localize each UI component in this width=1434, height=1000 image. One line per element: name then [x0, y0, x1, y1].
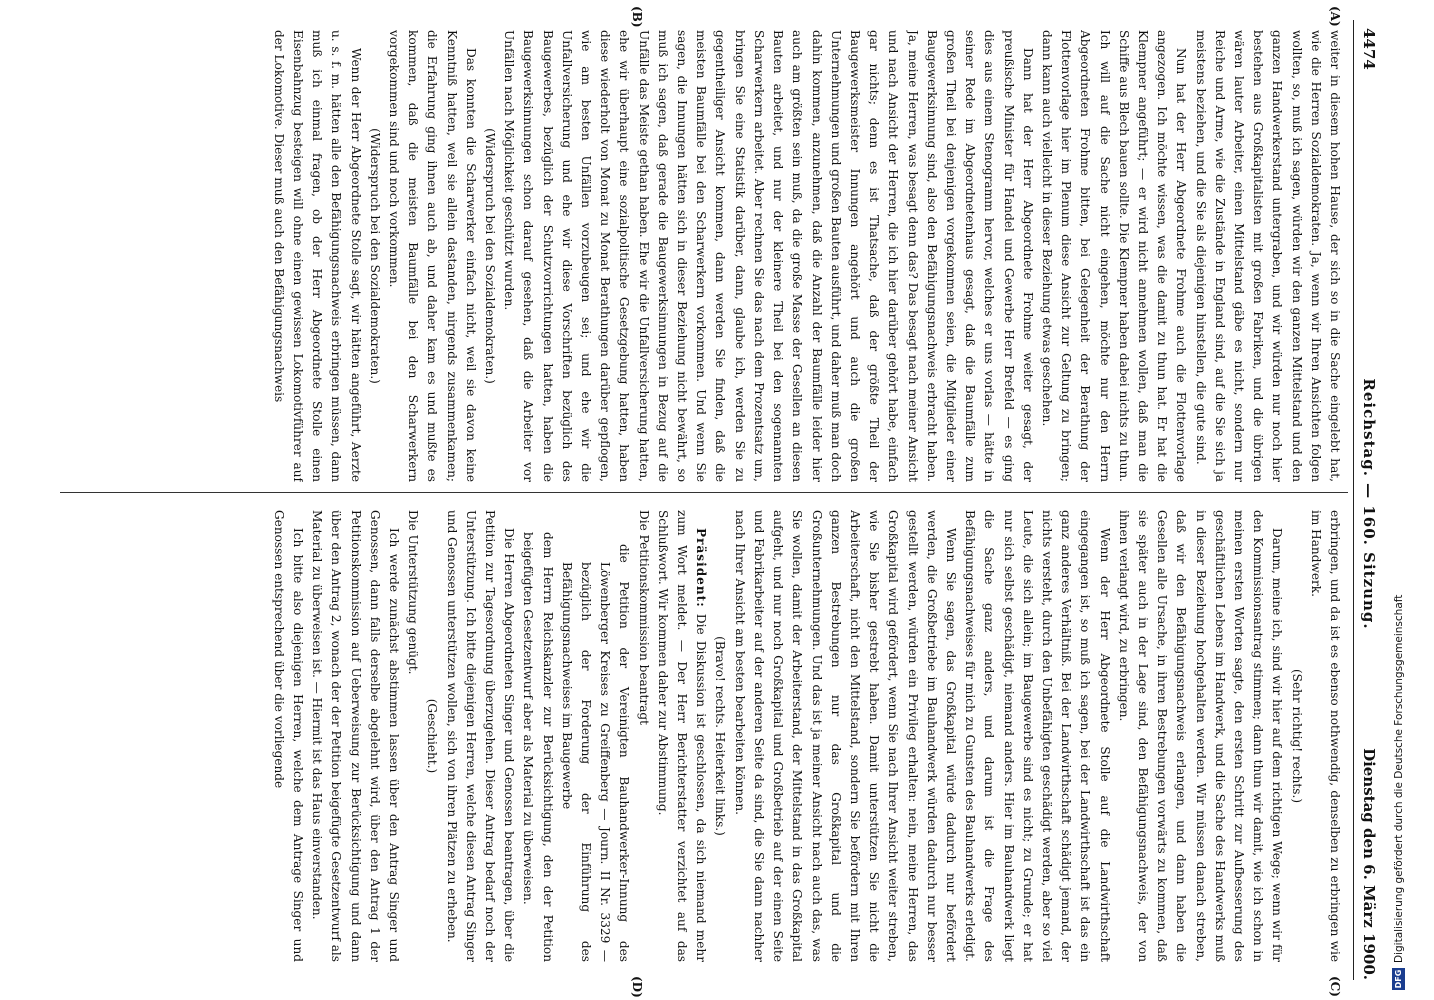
- left-column: [54, 30, 1344, 482]
- margin-marker-d: (D): [630, 976, 644, 998]
- paragraph: Die Unterstützung genügt.: [406, 510, 421, 675]
- session-title: Reichstag. — 160. Sitzung.: [1360, 378, 1378, 630]
- paragraph: dem Herrn Reichskanzler zur Berücksichtigung, den der Petition beigefügten Gesetzentwurf aber als Material zu überweisen.: [521, 532, 555, 962]
- digitization-footer: [1392, 595, 1405, 990]
- paragraph: (Bravo! rechts. Heiterkeit links.): [713, 636, 728, 836]
- paragraph: Dann hat der Herr Abgeordnete Frohme weiter gesagt, der preußische Minister für Handel und Gewerbe Herr Brefeld — es ging dies aus einem Stenogramm hervor, welches er uns vorlas — hätte in seiner Rede im Abgeordnetenhaus gesagt, daß die Baumfälle zum großen Theil bei denjenigen vorgekommen seien, die Mitglieder einer Baugewerksinnung sind, also den Befähigungsnachweis erbracht haben. Ja, meine Herren, was besagt denn das? Das besagt nach meiner Ansicht und nach Ansicht der Herren, die ich hier darüber gehört habe, einfach gar nichts; denn es ist Thatsache, daß der größte Theil der Baugewerksmeister Innungen angehört und auch die großen Unternehmungen und großen Bauten ausführt, und daher muß man doch dahin kommen, anzunehmen, daß die Anzahl der Baumfälle leider hier auch am größten sein muß, da die große Masse der Gesellen an diesen Bauten arbeitet, und nur der kleinere Theil bei den sogenannten Scharwerkern arbeitet. Aber rechnen Sie das nach dem Prozentsatz um, bringen Sie eine Statistik darüber, dann, glaube ich, werden Sie zu gegentheiliger Ansicht kommen, dann werden Sie finden, daß die meisten Baumfälle bei den Scharwerkern vorkommen. Und wenn Sie sagen, die Innungen hätten sich in dieser Beziehung nicht bewährt, so muß ich sagen, daß gerade die Baugewerksinnungen in Bezug auf die Unfälle das Meiste gethan haben. Ehe wir die Unfallversicherung hatten, ehe wir überhaupt eine sozialpolitische Gesetzgebung hatten, haben diese wiederholt von Monat zu Monat Berathungen darüber gepflogen, wie am besten Unfällen vorzubeugen sei; und ehe wir die Unfallversicherung und ehe wir diese Vorschriften bezüglich des Baugewerbes, bezüglich der Schutzvorrichtungen hatten, haben die Baugewerksinnungen schon darauf gesehen, daß die Arbeiter vor Unfällen nach Möglichkeit geschützt wurden.: [502, 30, 1035, 482]
- paragraph: Wenn der Herr Abgeordnete Stolle auf die Landwirthschaft eingegangen ist, so muß ich sagen, bei der Landwirthschaft ist das ein ganz anderes Verhältniß. Bei der Landwirthschaft schädigt jemand, der nichts versteht, durch den Unbefähigten geschädigt werden, aber so viel Leute, die sich allein; im Baugewerbe sind es nicht; zu Grunde; er hat nur sich selbst geschädigt, niemand anders. Hier im Bauhandwerk liegt die Sache ganz anders, und darum ist die Frage des Befähigungsnachweises für mich zu Gunsten des Bauhandwerks erledigt.: [963, 510, 1112, 962]
- paragraph: die Petition der Vereinigten Bauhandwerker-Innung des Löwenberger Kreises zu Greiffenberg — Journ. II Nr. 3329 — bezüglich der Forderung der Einführung des Befähigungsnachweises im Baugewerbe: [559, 544, 632, 962]
- margin-marker-a: (A): [1328, 6, 1342, 27]
- paragraph: (Geschieht.): [425, 698, 440, 774]
- digitization-note: Digitalisierung gefördert durch die Deutsche Forschungsgemeinschaft: [1392, 594, 1405, 963]
- paragraph: Die Herren Abgeordneten Singer und Genossen beantragen, über die Petition zur Tagesordnung überzugehen. Dieser Antrag bedarf noch der Unterstützung. Ich bitte diejenigen Herren, welche diesen Antrag Singer und Genossen unterstützen wollen, sich von ihren Plätzen zu erheben.: [444, 510, 517, 962]
- page-number: 4474: [1360, 28, 1378, 70]
- running-head: [1352, 28, 1378, 980]
- session-date: Dienstag den 6. März 1900.: [1360, 748, 1378, 980]
- margin-marker-c: (C): [1328, 976, 1342, 997]
- paragraph: Ich bitte also diejenigen Herren, welche dem Antrage Singer und Genossen entsprechend über die vorliegende: [271, 510, 306, 962]
- newspaper-page: [34, 0, 1384, 1000]
- dfg-logo: DFG: [1394, 969, 1403, 989]
- paragraph: Wenn Sie sagen, das Großkapital würde dadurch nur befördert werden, die Großbetriebe im Bauhandwerk würden dadurch nur besser gestellt werden, würden ein Privileg erhalten: nein, meine Herren, das Großkapital wird gefördert, wenn Sie nach Ihrer Ansicht weiter streben, wie Sie bisher gestrebt haben. Damit unterstützen Sie nicht die Arbeiterschaft, nicht den Mittelstand, sondern Sie befördern mit Ihren ganzen Bestrebungen nur das Großkapital und die Großunternehmungen. Und das ist ja meiner Ansicht nach auch das, was Sie wollen, damit der Arbeiterstand, der Mittelstand in das Großkapital aufgeht, und nur noch Großkapital und Großbetrieb auf der einen Seite und Fabrikarbeiter auf der anderen Seite da sind, die Sie dann nachher nach Ihrer Ansicht am besten bearbeiten können.: [732, 510, 958, 962]
- paragraph: (Widerspruch bei den Sozialdemokraten.): [483, 128, 498, 384]
- paragraph: (Sehr richtig! rechts.): [1289, 668, 1304, 804]
- paragraph: Darum, meine ich, sind wir hier auf dem richtigen Wege; wenn wir für den Kommissionsantrag stimmen; dann thun wir damit, wie ich schon in meinen ersten Worten sagte, den ersten Schritt zur Aufbesserung des geschäftlichen Lebens im Handwerk, und die Sache des Handwerks muß in dieser Beziehung hochgehalten werden. Wir müssen danach streben, daß wir den Befähigungsnachweis erlangen, und dann haben die Gesellen alle Ursache, in ihren Bestrebungen vorwärts zu kommen, daß sie später auch in der Lage sind, den Befähigungsnachweis, der von ihnen verlangt wird, zu erbringen.: [1116, 510, 1285, 962]
- margin-marker-b: (B): [630, 6, 644, 28]
- column-divider: [60, 492, 1348, 493]
- paragraph: (Widerspruch bei den Sozialdemokraten.): [367, 128, 382, 384]
- paragraph: weiter in diesem hohen Hause, der sich so in die Sache eingelebt hat, wie die Herren Sozialdemokraten. Ja, wenn wir Ihren Ansichten folgen wollten, so, muß ich sagen, würden wir den ganzen Mittelstand und den ganzen Handwerkerstand untergraben, und wir würden nur noch hier bestehen aus Großkapitalisten mit großen Fabriken, und die übrigen wären lauter Arbeiter, einen Mittelstand gäbe es nicht, sondern nur Reiche und Arme, wie die Zustände in England sind, auf die Sie sich ja meistens beziehen, und die Sie als diejenigen hinstellen, die gute sind.: [1193, 30, 1342, 482]
- paragraph: erbringen, und da ist es ebenso nothwendig, denselben zu erbringen wie im Handwerk.: [1308, 510, 1342, 962]
- paragraph: Ich werde zunächst abstimmen lassen über den Antrag Singer und Genossen, dann falls derselbe abgelehnt wird, über den Antrag 1 der Petitionskommission auf Ueberweisung zur Berücksichtigung und dann über den Antrag 2, wonach der der Petition beigefügte Gesetzentwurf als Material zu überweisen ist. — Hiermit ist das Haus einverstanden.: [310, 510, 402, 962]
- paragraph: Nun hat der Herr Abgeordnete Frohme auch die Flottenvorlage angezogen. Ich möchte wissen, was die damit zu thun hat. Er hat die Klempner angeführt; — er wird nicht annehmen wollen, daß man die Schiffe aus Blech bauen sollte. Die Klempner haben dabei nichts zu thun. Ich will auf die Sache nicht eingehen, möchte nur den Herrn Abgeordneten Frohme bitten, bei Gelegenheit der Berathung der Flottenvorlage hier im Plenum diese Ansicht zur Geltung zu bringen; dann kann auch vielleicht in dieser Beziehung etwas geschehen.: [1039, 30, 1189, 482]
- speaker-name: Präsident:: [694, 528, 709, 608]
- paragraph: Präsident: Die Diskussion ist geschlossen, da sich niemand mehr zum Wort meldet. — Der Herr Berichterstatter verzichtet auf das Schlußwort. Wir kommen daher zur Abstimmung.: [655, 510, 709, 962]
- right-column: [54, 510, 1344, 962]
- header-rule: [1353, 20, 1354, 980]
- paragraph: Die Petitionskommission beantragt: [636, 510, 651, 726]
- paragraph: Das konnten die Scharwerker einfach nicht, weil sie davon keine Kenntniß hatten, weil sie allein dastanden, nirgends zusammenkamen; die Erfahrung ging ihnen auch ab, und daher kam es und mußte es kommen, daß die meisten Baumfälle bei den Scharwerkern vorgekommen sind und noch vorkommen.: [387, 30, 478, 482]
- paragraph: Wenn der Herr Abgeordnete Stolle sagt, wir hätten angeführt, Aerzte u. s. f. m. hätten alle den Befähigungsnachweis erbringen müssen, dann muß ich einmal fragen, ob der Herr Abgeordnete Stolle einen Eisenbahnzug besteigen will ohne einen gewissen Lokomotivführer auf der Lokomotive. Dieser muß auch den Befähigungsnachweis: [271, 30, 363, 482]
